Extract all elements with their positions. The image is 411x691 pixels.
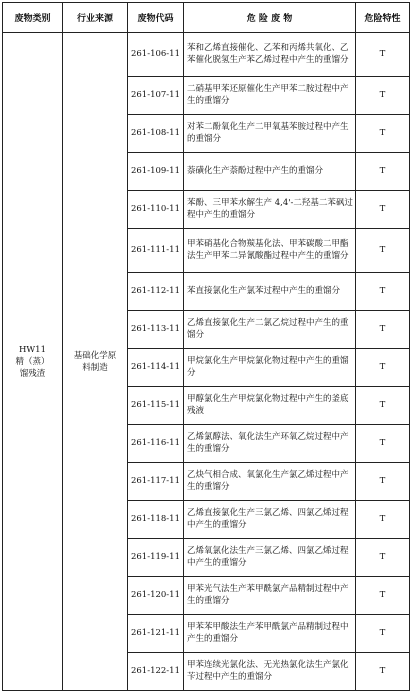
waste-code: 261-106-11 <box>128 33 184 77</box>
category-code: HW11 <box>19 344 46 355</box>
header-hazard-property: 危险特性 <box>356 3 410 33</box>
hazard-property: T <box>356 229 410 273</box>
waste-description: 乙炔气相合成、氧氯化生产氯乙烯过程中产生的重馏分 <box>184 463 356 501</box>
waste-code: 261-120-11 <box>128 577 184 615</box>
waste-description: 甲烷氯化生产甲烷氯化物过程中产生的重馏分 <box>184 349 356 387</box>
waste-code: 261-116-11 <box>128 425 184 463</box>
hazard-property: T <box>356 425 410 463</box>
waste-description: 二硝基甲苯还原催化生产甲苯二胺过程中产生的重馏分 <box>184 77 356 115</box>
waste-code: 261-114-11 <box>128 349 184 387</box>
waste-code: 261-108-11 <box>128 115 184 153</box>
header-waste-category: 废物类别 <box>3 3 63 33</box>
waste-description: 甲醇氯化生产甲烷氯化物过程中产生的釜底残液 <box>184 387 356 425</box>
waste-code: 261-119-11 <box>128 539 184 577</box>
waste-code: 261-110-11 <box>128 191 184 229</box>
waste-description: 萘磺化生产萘酚过程中产生的重馏分 <box>184 153 356 191</box>
hazard-property: T <box>356 387 410 425</box>
hazard-property: T <box>356 191 410 229</box>
waste-description: 甲苯连续光氯化法、无光热氯化法生产氯化苄过程中产生的重馏分 <box>184 653 356 691</box>
header-industry-source: 行业来源 <box>63 3 128 33</box>
waste-description: 苯和乙烯直接催化、乙苯和丙烯共氧化、乙苯催化脱氢生产苯乙烯过程中产生的重馏分 <box>184 33 356 77</box>
hazard-property: T <box>356 577 410 615</box>
waste-code: 261-115-11 <box>128 387 184 425</box>
hazard-property: T <box>356 115 410 153</box>
industry-source-line2: 料制造 <box>82 362 108 373</box>
waste-description: 乙烯直接氯化生产三氯乙烯、四氯乙烯过程中产生的重馏分 <box>184 501 356 539</box>
waste-code: 261-109-11 <box>128 153 184 191</box>
waste-code: 261-121-11 <box>128 615 184 653</box>
waste-code: 261-111-11 <box>128 229 184 273</box>
category-name-line2: 馏残渣 <box>19 368 46 379</box>
hazardous-waste-table <box>2 2 410 691</box>
hazard-property: T <box>356 33 410 77</box>
header-hazardous-waste: 危 险 废 物 <box>184 3 356 33</box>
hazard-property: T <box>356 653 410 691</box>
hazard-property: T <box>356 615 410 653</box>
hazard-property: T <box>356 539 410 577</box>
waste-description: 甲苯硝基化合物羰基化法、甲苯碳酸二甲酯法生产甲苯二异氰酸酯过程中产生的重馏分 <box>184 229 356 273</box>
waste-code: 261-112-11 <box>128 273 184 311</box>
industry-source-line1: 基础化学原 <box>73 350 117 361</box>
header-row <box>3 3 410 33</box>
hazard-property: T <box>356 463 410 501</box>
category-name-line1: 精（蒸） <box>15 356 50 367</box>
waste-code: 261-117-11 <box>128 463 184 501</box>
header-waste-code: 废物代码 <box>128 3 184 33</box>
waste-description: 乙烯直接氯化生产二氯乙烷过程中产生的重馏分 <box>184 311 356 349</box>
hazard-property: T <box>356 153 410 191</box>
hazard-property: T <box>356 77 410 115</box>
industry-source-cell <box>63 33 128 691</box>
waste-category-cell <box>3 33 63 691</box>
waste-description: 对苯二酚氧化生产二甲氧基苯胺过程中产生的重馏分 <box>184 115 356 153</box>
waste-code: 261-113-11 <box>128 311 184 349</box>
hazard-property: T <box>356 273 410 311</box>
hazard-property: T <box>356 501 410 539</box>
waste-description: 乙烯氯醇法、氧化法生产环氧乙烷过程中产生的重馏分 <box>184 425 356 463</box>
waste-code: 261-122-11 <box>128 653 184 691</box>
waste-description: 甲苯光气法生产苯甲酰氯产品精制过程中产生的重馏分 <box>184 577 356 615</box>
waste-description: 苯直接氯化生产氯苯过程中产生的重馏分 <box>184 273 356 311</box>
table-row <box>3 33 410 77</box>
waste-description: 乙烯氧氯化法生产三氯乙烯、四氯乙烯过程中产生的重馏分 <box>184 539 356 577</box>
waste-description: 甲苯苯甲酸法生产苯甲酰氯产品精制过程中产生的重馏分 <box>184 615 356 653</box>
waste-code: 261-118-11 <box>128 501 184 539</box>
waste-code: 261-107-11 <box>128 77 184 115</box>
hazard-property: T <box>356 349 410 387</box>
waste-description: 苯酚、三甲苯水解生产 4,4'-二羟基二苯砜过程中产生的重馏分 <box>184 191 356 229</box>
hazard-property: T <box>356 311 410 349</box>
